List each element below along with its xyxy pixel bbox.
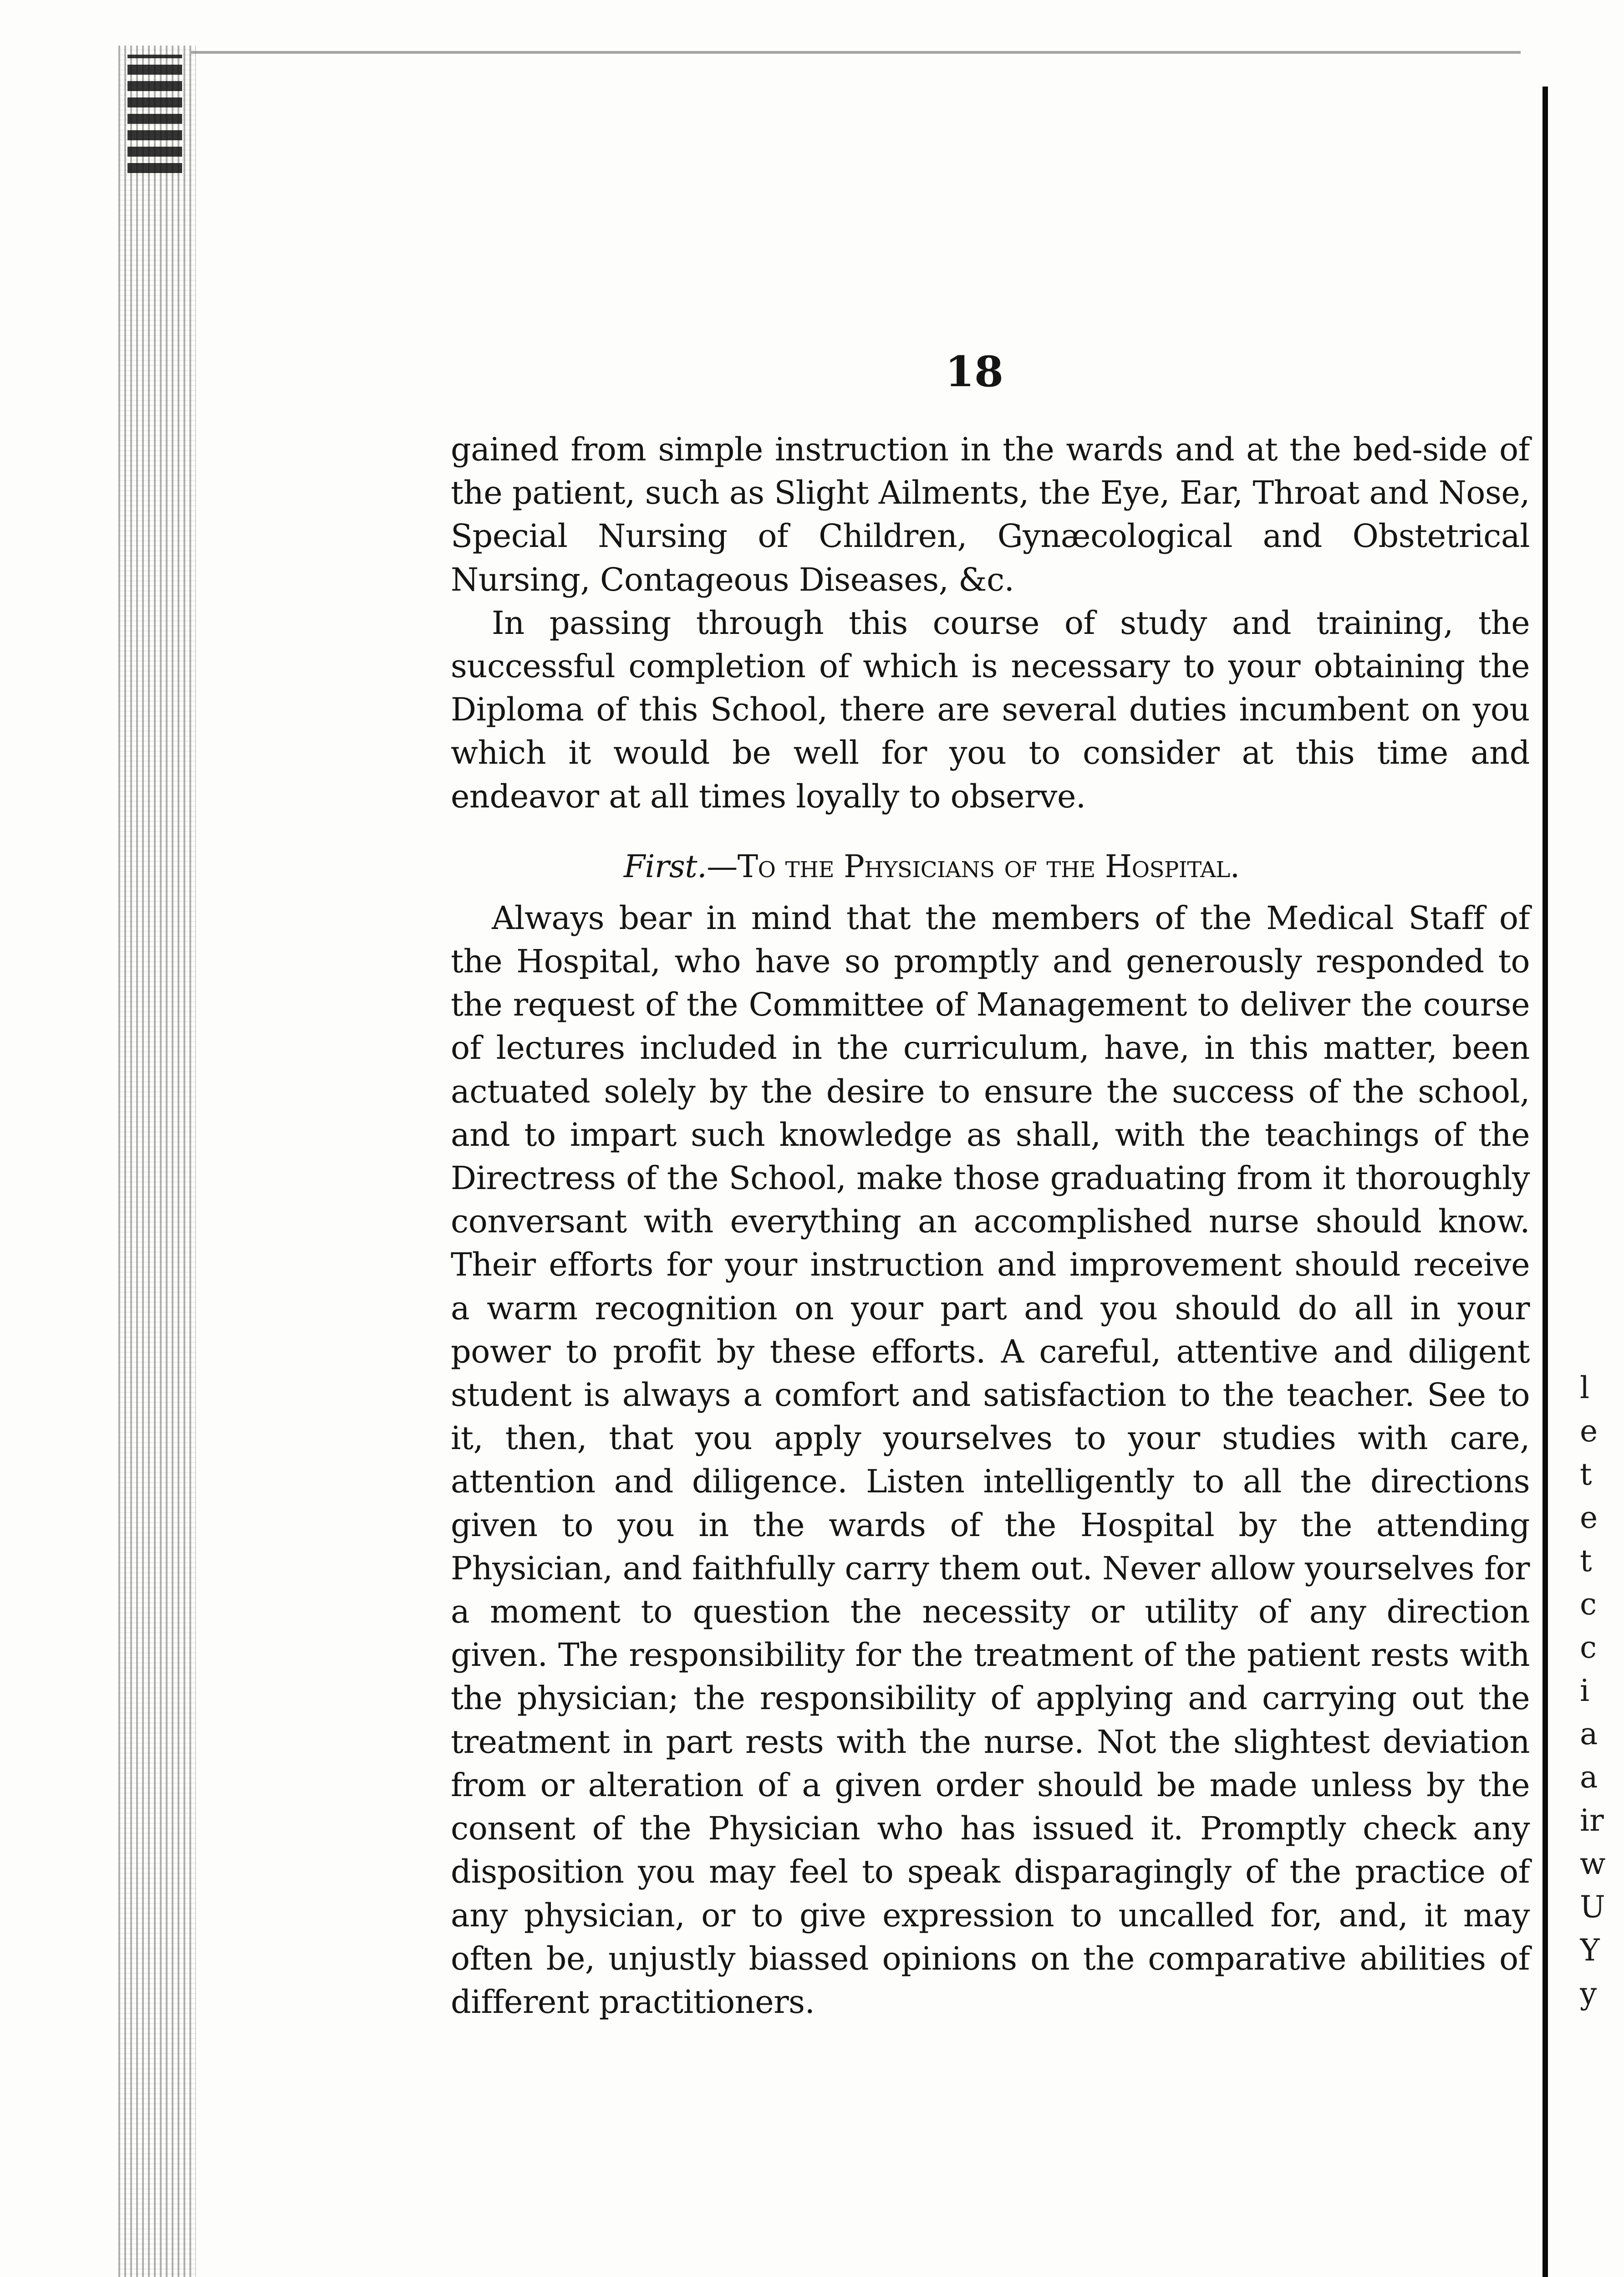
margin-letter: ir: [1580, 1803, 1604, 1838]
margin-letter: Y: [1580, 1933, 1600, 1968]
margin-letter: a: [1580, 1760, 1598, 1795]
page-number: 18: [945, 347, 1004, 396]
margin-letter: e: [1580, 1500, 1598, 1535]
paragraph-3: Always bear in mind that the members of the Medical Staff of the Hospital, who have so promptly and generously responded to the request of the Committee of Management to deliver the course of lectures included in the curriculum, have, in this matter, been actuated solely by the desire to ensure the success of the school, and to impart such knowledge as shall, with the teachings of the Directress of the School, make those graduating from it thoroughly conversant with everything an accomplished nurse should know. Their efforts for your instruction and improvement should receive a warm recognition on your part and you should do all in your power to profit by these efforts. A careful, attentive and diligent student is always a comfort and satisfaction to the teacher. See to it, then, that you apply yourselves to your studies with care, attention and diligence. Listen intelligently to all the directions given to you in the wards of the Hospital by the attending Physician, and faithfully carry them out. Never allow yourselves for a moment to question the necessity or utility of any direction given. The responsibility for the treatment of the patient rests with the physician; the responsibility of applying and carrying out the treatment in part rests with the nurse. Not the slightest deviation from or alteration of a given order should be made unless by the consent of the Physician who has issued it. Promptly check any disposition you may feel to speak disparagingly of the practice of any physician, or to give expression to uncalled for, and, it may often be, unjustly biassed opinions on the comparative abilities of different practitioners.: [451, 899, 1530, 2021]
margin-letter: c: [1580, 1630, 1597, 1665]
margin-letter: a: [1580, 1716, 1598, 1751]
margin-letter: w: [1580, 1846, 1606, 1881]
top-edge-rule: [191, 51, 1521, 54]
facing-page-margin: [1580, 1366, 1621, 2015]
margin-letter: c: [1580, 1587, 1597, 1622]
margin-letter: l: [1580, 1370, 1590, 1405]
heading-lead: First.: [624, 848, 707, 885]
margin-letter: t: [1580, 1457, 1592, 1492]
right-edge-rule: [1543, 87, 1548, 2277]
margin-letter: y: [1580, 1976, 1597, 2011]
margin-letter: t: [1580, 1543, 1592, 1578]
margin-letter: e: [1580, 1414, 1598, 1449]
section-heading: [451, 847, 1530, 888]
binding-edge: [118, 46, 196, 2277]
paragraph-2: In passing through this course of study and training, the successful completion of which is necessary to your obtaining the Diploma of this School, there are several duties incumbent on you which it would be well for you to consider at this time and endeavor at all times loyally to observe.: [451, 604, 1530, 815]
binding-mark: [127, 55, 182, 173]
margin-letter: U: [1580, 1889, 1605, 1925]
paragraph-1: gained from simple instruction in the wards and at the bed-side of the patient, such as Slight Ailments, the Eye, Ear, Throat and Nose, Special Nursing of Children, Gynæcological and Obstetrical Nursing, Contageous Diseases, &c.: [451, 431, 1530, 598]
body-text: [451, 428, 1530, 2024]
heading-dash: —: [707, 848, 738, 885]
margin-letter: i: [1580, 1673, 1590, 1708]
heading-title: To the Physicians of the Hospital.: [737, 848, 1240, 885]
